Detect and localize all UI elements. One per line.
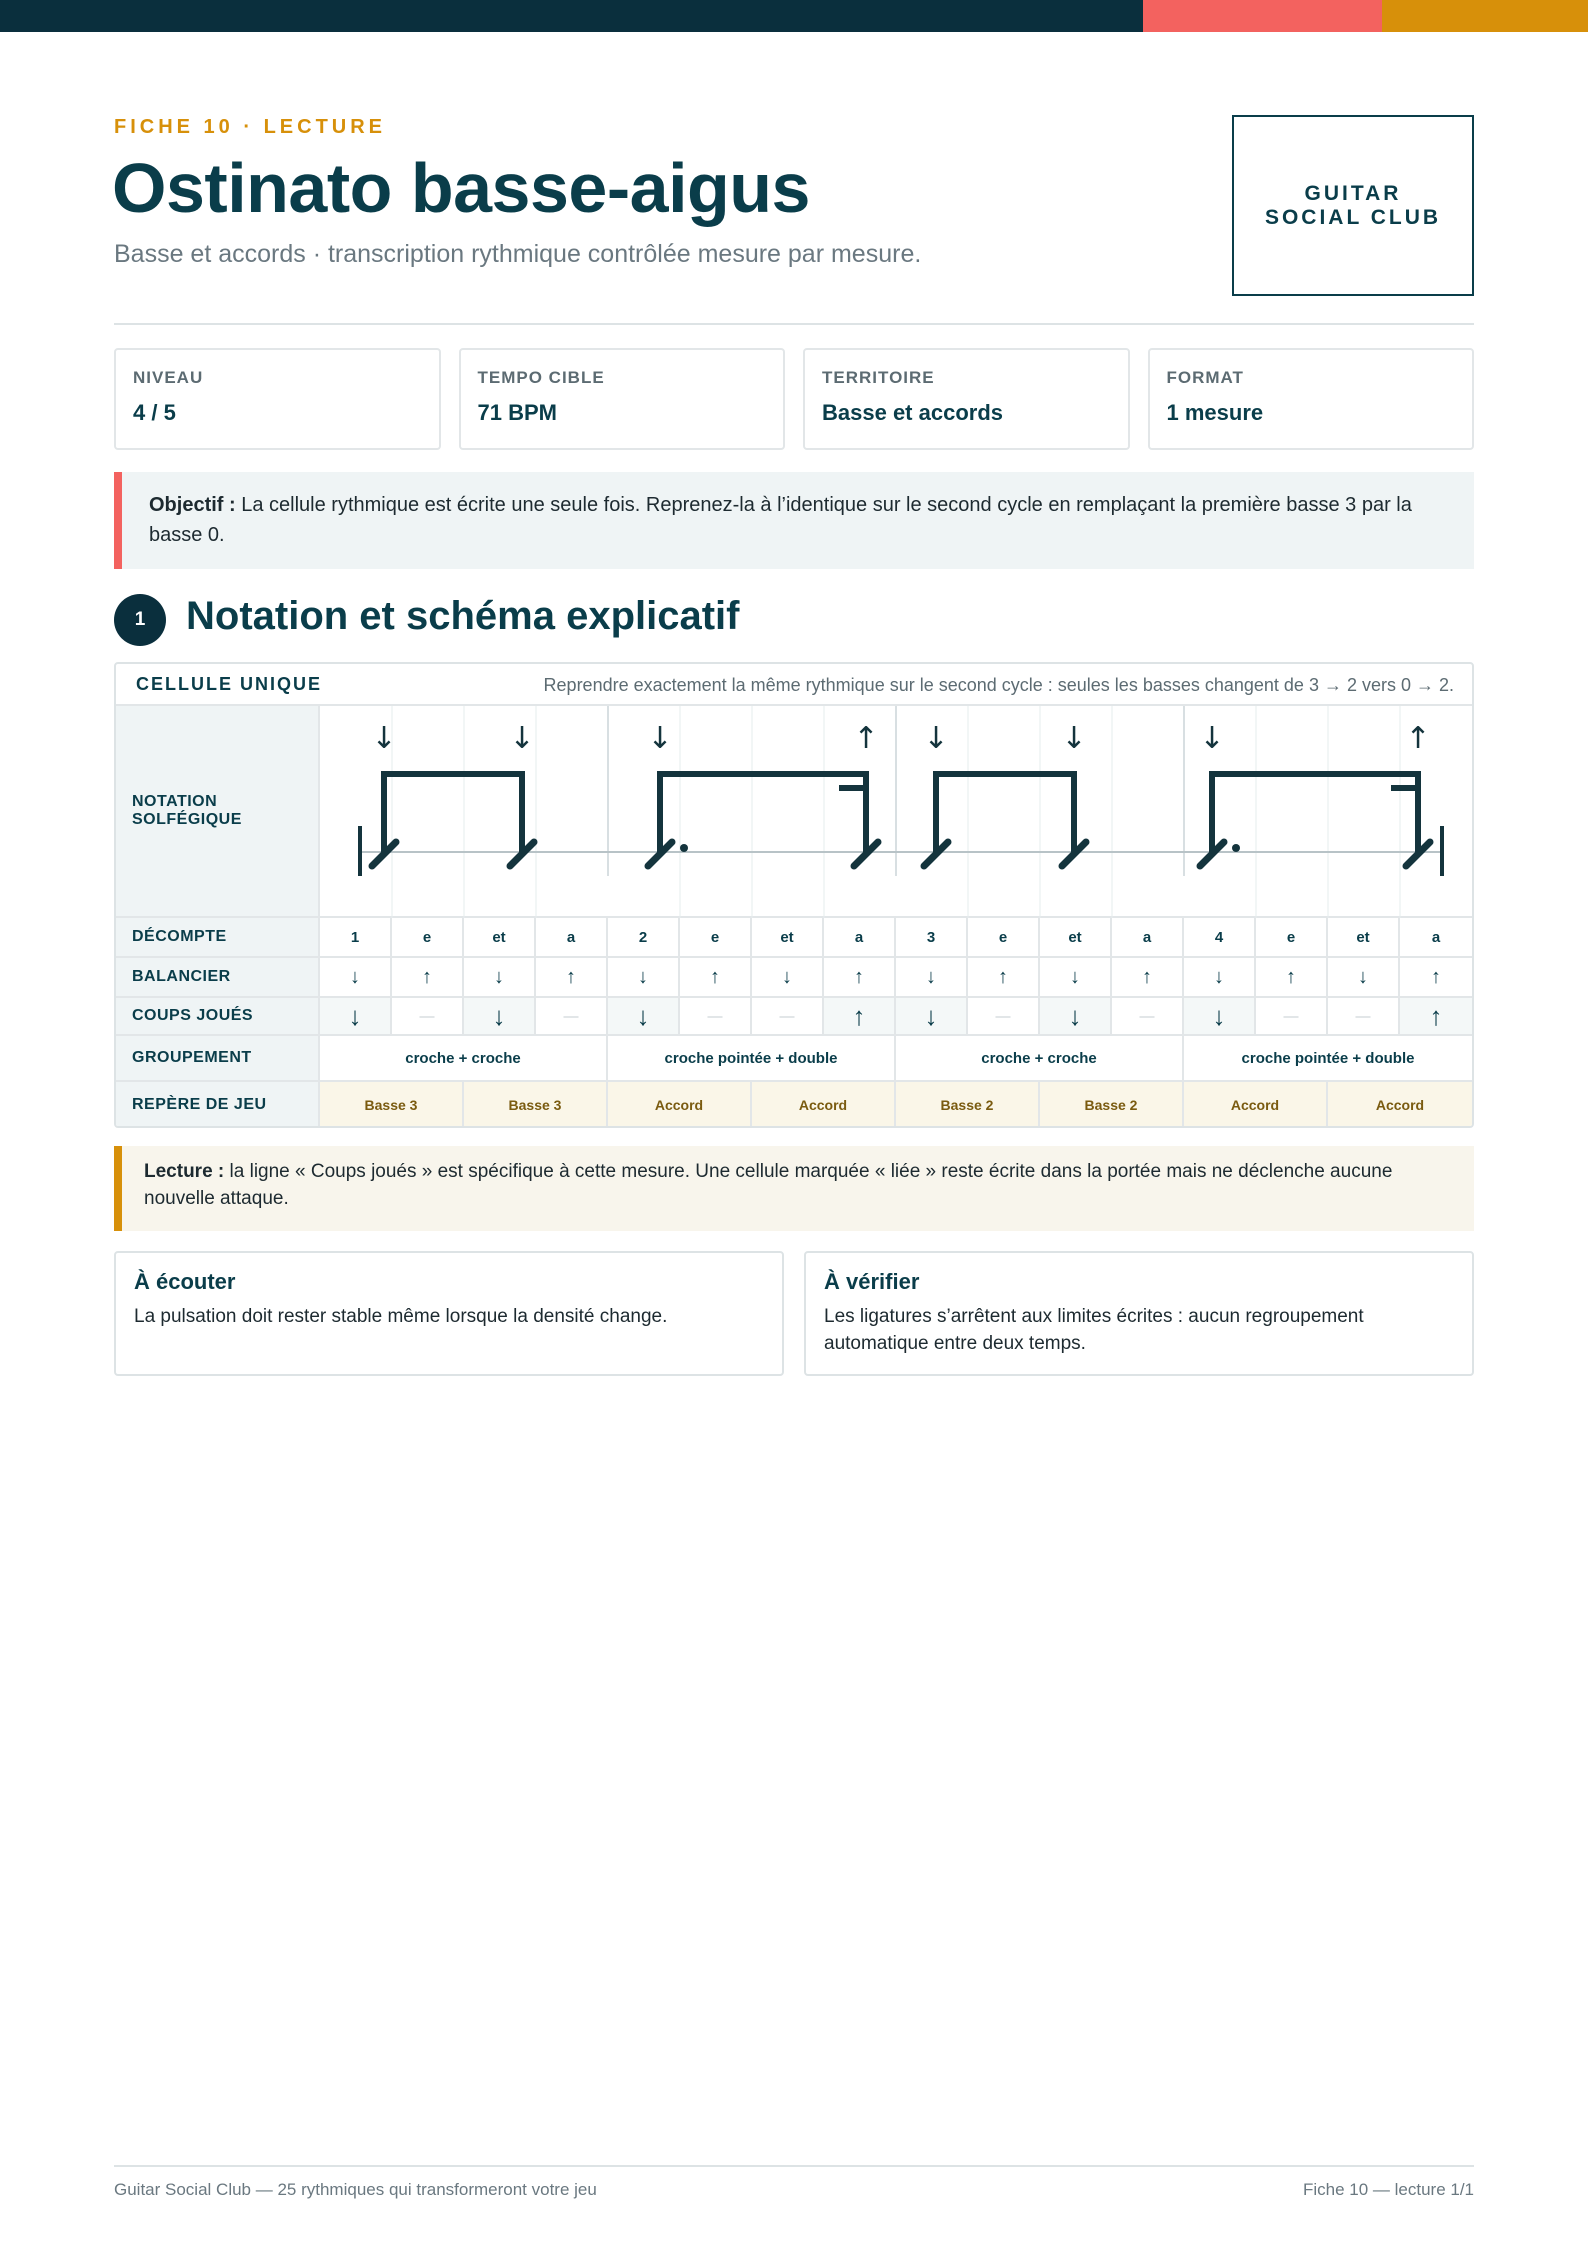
swing-cell: ↑ [824, 958, 896, 996]
strum-arrow: ↓ [1061, 721, 1087, 756]
cue-cell: Accord [752, 1082, 896, 1128]
page-title: Ostinato basse-aigus [112, 149, 810, 227]
notation-staff [320, 706, 1472, 918]
objective-callout [114, 472, 1474, 569]
strokes-row [320, 998, 1472, 1036]
swing-cell: ↑ [1431, 965, 1441, 988]
meta-cards [114, 348, 1474, 450]
swing-cell: ↓ [896, 958, 968, 996]
section-number-badge: 1 [114, 594, 166, 646]
row-label-strokes: COUPS JOUÉS [116, 998, 320, 1036]
count-cell: et [752, 918, 824, 956]
count-cell: 1 [320, 918, 392, 956]
swing-cell: ↑ [680, 958, 752, 996]
swing-cell: ↓ [1328, 958, 1400, 996]
stroke-cell: — [1328, 998, 1400, 1034]
count-cell: a [536, 918, 608, 956]
count-cell: e [968, 918, 1040, 956]
meta-label: FORMAT [1166, 368, 1244, 387]
footer-left: Guitar Social Club — 25 rythmiques qui transformeront votre jeu [114, 2180, 597, 2199]
cue-cell: Basse 2 [1040, 1082, 1184, 1128]
accent-segment-gold [1382, 0, 1588, 32]
swing-cell: ↑ [536, 958, 608, 996]
tip-title: À écouter [134, 1269, 236, 1294]
meta-label: TERRITOIRE [822, 368, 935, 387]
count-cell: e [1256, 918, 1328, 956]
cue-cell: Accord [1328, 1082, 1472, 1128]
strum-arrow: ↓ [1199, 721, 1225, 756]
count-cell: a [824, 918, 896, 956]
stroke-cell: — [968, 998, 1040, 1034]
reading-callout [114, 1146, 1474, 1231]
tip-box-check [804, 1251, 1474, 1376]
stroke-cell: — [680, 998, 752, 1034]
grouping-cell: croche pointée + double [1241, 1049, 1415, 1067]
panel-header [116, 664, 1472, 706]
swing-cell: ↓ [1184, 958, 1256, 996]
grouping-cell: croche + croche [320, 1036, 608, 1080]
meta-card-level [114, 348, 441, 450]
section-title: Notation et schéma explicatif [186, 594, 740, 638]
count-cell: e [392, 918, 464, 956]
swing-cell: ↓ [608, 958, 680, 996]
stroke-cell: — [392, 998, 464, 1034]
accent-segment-dark [0, 0, 1143, 32]
tip-text: La pulsation doit rester stable même lorsque la densité change. [134, 1306, 668, 1327]
reading-text: la ligne « Coups joués » est spécifique à cette mesure. Une cellule marquée « liée » reste écrite dans la portée mais ne déclenche aucune nouvelle attaque. [144, 1161, 1393, 1209]
row-label-count: DÉCOMPTE [116, 918, 320, 958]
stroke-cell: — [536, 998, 608, 1034]
group-3-eighths [936, 774, 1074, 852]
accent-segment-coral [1143, 0, 1382, 32]
count-cell: et [464, 918, 536, 956]
notation-group-dividers [608, 706, 1184, 876]
tip-text: Les ligatures s’arrêtent aux limites écrites : aucun regroupement automatique entre deux temps. [824, 1306, 1364, 1354]
meta-card-tempo [459, 348, 786, 450]
count-cell: a [1112, 918, 1184, 956]
swing-cell: ↑ [1112, 958, 1184, 996]
header-divider [114, 323, 1474, 325]
notation-svg [320, 706, 1472, 918]
stroke-cell: ↓ [896, 998, 968, 1034]
panel-note: Reprendre exactement la même rythmique sur le second cycle : seules les basses changent de 3 → 2 vers 0 → 2. [543, 675, 1454, 695]
stroke-cell: ↓ [320, 998, 392, 1034]
count-cell: 2 [608, 918, 680, 956]
group-1-eighths [384, 774, 522, 852]
panel-label: CELLULE UNIQUE [136, 674, 323, 694]
row-label-swing: BALANCIER [116, 958, 320, 998]
meta-value: 1 mesure [1166, 400, 1264, 425]
stroke-cell: ↓ [464, 998, 536, 1034]
swing-cell: ↓ [1040, 958, 1112, 996]
swing-cell: ↑ [968, 958, 1040, 996]
row-label-grouping: GROUPEMENT [116, 1036, 320, 1082]
swing-cell: ↓ [320, 958, 392, 996]
row-label-notation: NOTATION SOLFÉGIQUE [116, 706, 320, 918]
stroke-cell: ↑ [824, 998, 896, 1034]
tip-title: À vérifier [824, 1269, 920, 1294]
logo-line-2: SOCIAL CLUB [1264, 205, 1442, 229]
cue-cell: Accord [1184, 1082, 1328, 1128]
cue-cell: Basse 2 [896, 1082, 1040, 1128]
strum-arrow: ↑ [1405, 721, 1431, 756]
strum-arrow: ↓ [647, 721, 673, 756]
logo-line-1: GUITAR [1304, 181, 1402, 205]
group-4-dotted [1212, 774, 1418, 852]
footer-divider [114, 2165, 1474, 2167]
footer-right: Fiche 10 — lecture 1/1 [1302, 2180, 1474, 2199]
group-2-dotted [660, 774, 866, 852]
objective-label: Objectif : [149, 494, 236, 516]
dot-augmentation [680, 844, 688, 852]
stroke-cell: — [752, 998, 824, 1034]
count-row [320, 918, 1472, 958]
strum-arrow: ↑ [853, 721, 879, 756]
reading-label: Lecture : [144, 1161, 225, 1182]
swing-cell: ↑ [392, 958, 464, 996]
count-cell: 3 [896, 918, 968, 956]
cue-cell: Accord [608, 1082, 752, 1128]
stroke-cell: ↓ [1184, 998, 1256, 1034]
count-cell: 4 [1184, 918, 1256, 956]
swing-cell: ↓ [752, 958, 824, 996]
meta-value: 71 BPM [477, 400, 557, 425]
meta-card-format [1148, 348, 1475, 450]
tip-boxes [114, 1251, 1474, 1376]
stroke-cell: ↓ [1040, 998, 1112, 1034]
count-cell: e [680, 918, 752, 956]
tip-box-listen [114, 1251, 784, 1376]
stroke-cell: ↑ [1400, 998, 1472, 1034]
dot-augmentation [1232, 844, 1240, 852]
count-cell: et [1328, 918, 1400, 956]
meta-value: 4 / 5 [133, 400, 176, 425]
strum-arrow: ↓ [371, 721, 397, 756]
row-label-cue: REPÈRE DE JEU [116, 1082, 320, 1128]
count-cell: a [1431, 928, 1441, 946]
objective-text: La cellule rythmique est écrite une seule fois. Reprenez-la à l’identique sur le second cycle en remplaçant la première basse 3 par la basse 0. [149, 494, 1412, 546]
grouping-cell: croche + croche [896, 1036, 1184, 1080]
meta-label: NIVEAU [133, 368, 204, 387]
sheet-eyebrow: FICHE 10 · LECTURE [114, 116, 387, 138]
count-cell: et [1040, 918, 1112, 956]
strum-arrow: ↓ [923, 721, 949, 756]
meta-label: TEMPO CIBLE [477, 368, 605, 387]
strum-arrows [371, 721, 1430, 756]
page-subtitle: Basse et accords · transcription rythmique contrôlée mesure par mesure. [114, 240, 922, 268]
swing-cell: ↑ [1256, 958, 1328, 996]
top-accent-bar [0, 0, 1588, 32]
cue-cell: Basse 3 [320, 1082, 464, 1128]
stroke-cell: — [1256, 998, 1328, 1034]
strum-arrow: ↓ [509, 721, 535, 756]
swing-cell: ↓ [464, 958, 536, 996]
meta-value: Basse et accords [822, 400, 1003, 425]
grouping-row [320, 1036, 1472, 1082]
grouping-cell: croche pointée + double [608, 1036, 896, 1080]
brand-logo [1232, 115, 1474, 296]
rhythm-panel [114, 662, 1474, 1128]
cue-cell: Basse 3 [464, 1082, 608, 1128]
stroke-cell: ↓ [608, 998, 680, 1034]
slash-noteheads [372, 842, 1430, 866]
swing-row [320, 958, 1472, 998]
stroke-cell: — [1112, 998, 1184, 1034]
cue-row [320, 1082, 1472, 1128]
meta-card-territory [803, 348, 1130, 450]
